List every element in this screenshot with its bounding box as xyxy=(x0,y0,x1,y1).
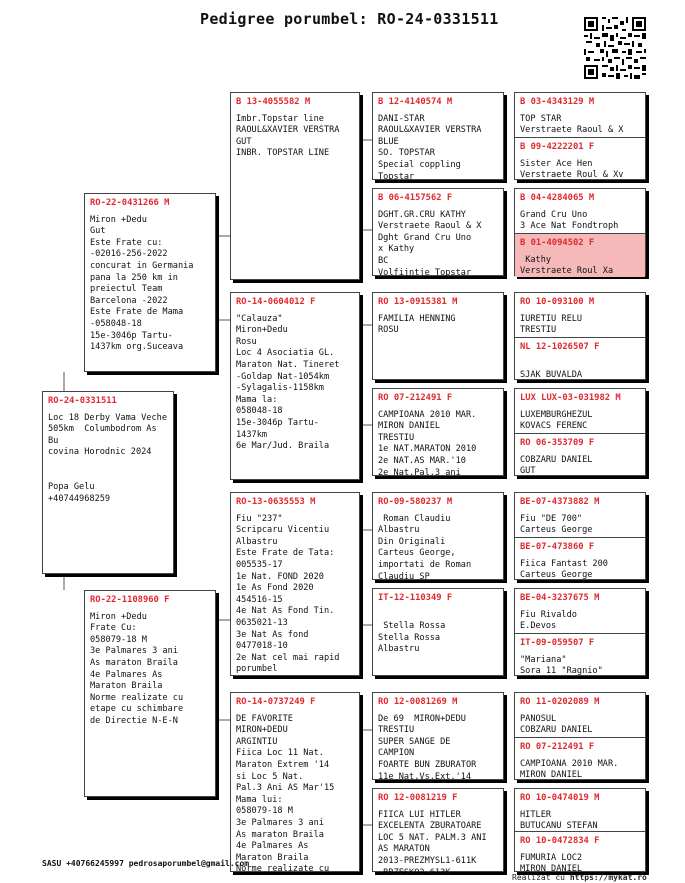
great-grandparent-details: Stella Rossa Stella Rossa Albastru xyxy=(378,621,446,655)
great-grandparent-card xyxy=(372,92,504,180)
grandparent-ring-id: RO-14-0604012 F xyxy=(236,297,316,307)
subject-card xyxy=(42,391,174,574)
grandparent-ring-id: B 13-4055582 M xyxy=(236,97,311,107)
gg-grandparent-slot-highlighted xyxy=(515,233,645,277)
footer-credit-link[interactable]: https://mykat.ro xyxy=(569,873,647,882)
gg-grandparent-details: SJAK BUVALDA xyxy=(520,370,583,381)
gg-grandparent-details: LUXEMBURGHEZUL KOVACS FERENC xyxy=(520,409,593,432)
gg-grandparent-slot xyxy=(515,831,645,873)
gg-grandparent-ring-id: LUX LUX-03-031982 M xyxy=(520,393,621,403)
gg-grandparent-details: "Mariana" Sora 11 "Ragnio" xyxy=(520,654,603,677)
gg-grandparent-details: HITLER BUTUCANU STEFAN xyxy=(520,809,598,832)
gg-grandparent-ring-id: RO 11-0202089 M xyxy=(520,697,600,707)
gg-grandparent-ring-id: RO 06-353709 F xyxy=(520,438,595,448)
sire-ring-id: RO-22-0431266 M xyxy=(90,198,170,208)
gg-grandparent-pair xyxy=(514,92,646,180)
gg-grandparent-slot xyxy=(515,337,645,381)
gg-grandparent-ring-id: RO 10-0474019 M xyxy=(520,793,600,803)
sire-card xyxy=(84,193,216,372)
grandparent-card xyxy=(230,92,360,280)
gg-grandparent-details: PANOSUL COBZARU DANIEL xyxy=(520,713,593,736)
gg-grandparent-details: Grand Cru Uno 3 Ace Nat Fondtroph xyxy=(520,209,619,232)
gg-grandparent-pair xyxy=(514,788,646,875)
footer-credit xyxy=(512,873,647,882)
gg-grandparent-slot xyxy=(515,137,645,181)
great-grandparent-card xyxy=(372,292,504,380)
sire-details: Miron +Dedu Gut Este Frate cu: -02016-256-2022 concurat in Germania pana la 250 km in preiectul Team Barcelona -2022 Este Frate de Mama -058048-18 15e-3046p Tartu- 1437km org.Suceava xyxy=(90,214,194,353)
gg-grandparent-slot xyxy=(515,737,645,781)
gg-grandparent-pair xyxy=(514,388,646,476)
great-grandparent-details: FIICA LUI HITLER EXCELENTA ZBURATOARE LOC 5 NAT. PALM.3 ANI AS MARATON 2013-PREZMYSL1-611K -BRZESKO2-613K xyxy=(378,809,487,878)
gg-grandparent-slot xyxy=(515,493,645,537)
gg-grandparent-pair xyxy=(514,588,646,676)
great-grandparent-ring-id: B 06-4157562 F xyxy=(378,193,453,203)
gg-grandparent-ring-id: BE-07-473860 F xyxy=(520,542,595,552)
great-grandparent-card xyxy=(372,492,504,580)
gg-grandparent-ring-id: RO 10-093100 M xyxy=(520,297,595,307)
gg-grandparent-details: Sister Ace Hen Verstraete Roul & Xv xyxy=(520,158,624,181)
great-grandparent-ring-id: B 12-4140574 M xyxy=(378,97,453,107)
great-grandparent-ring-id: RO 12-0081269 M xyxy=(378,697,458,707)
grandparent-details: "Calauza" Miron+Dedu Rosu Loc 4 Asociatia GL. Maraton Nat. Tineret -Goldap Nat-1054km -Sylagalis-1158km Mama la: 058048-18 15e-3046p Tartu- 1437km 6e Mar/Jud. Braila xyxy=(236,313,340,452)
great-grandparent-details: CAMPIOANA 2010 MAR. MIRON DANIEL TRESTIU 1e NAT.MARATON 2010 2e NAT.AS MAR.'10 2e Nat.Pal.3 ani xyxy=(378,409,477,478)
grandparent-ring-id: RO-13-0635553 M xyxy=(236,497,316,507)
gg-grandparent-ring-id: NL 12-1026507 F xyxy=(520,342,600,352)
page-title: Pedigree porumbel: RO-24-0331511 xyxy=(200,10,499,28)
gg-grandparent-details: Fiu Rivaldo E.Devos xyxy=(520,609,577,632)
gg-grandparent-slot xyxy=(515,93,645,137)
grandparent-card xyxy=(230,692,360,875)
great-grandparent-details: DANI-STAR RAOUL&XAVIER VERSTRA BLUE SO. TOPSTAR Special coppling Topstar xyxy=(378,113,482,182)
great-grandparent-card xyxy=(372,388,504,476)
great-grandparent-details: FAMILIA HENNING ROSU xyxy=(378,313,456,336)
gg-grandparent-details: Kathy Verstraete Roul Xa xyxy=(520,254,614,277)
grandparent-details: DE FAVORITE MIRON+DEDU ARGINTIU Fiica Loc 11 Nat. Maraton Extrem '14 si Loc 5 Nat. Pal.3 Ani AS Mar'15 Mama lui: 058079-18 M 3e Palmares 3 ani As maraton Braila 4e Palmares As Maraton Braila Norme realizate cu xyxy=(236,713,335,875)
great-grandparent-ring-id: RO 07-212491 F xyxy=(378,393,453,403)
great-grandparent-details: De 69 MIRON+DEDU TRESTIU SUPER SANGE DE CAMPION FOARTE BUN ZBURATOR 11e Nat.Vs.Ext.'14 xyxy=(378,713,477,782)
grandparent-card xyxy=(230,292,360,480)
gg-grandparent-ring-id: IT-09-059507 F xyxy=(520,638,595,648)
great-grandparent-details: Roman Claudiu Albastru Din Originali Carteus George, importati de Roman Claudiu SP xyxy=(378,513,472,582)
gg-grandparent-slot xyxy=(515,633,645,677)
gg-grandparent-ring-id: BE-07-4373882 M xyxy=(520,497,600,507)
gg-grandparent-details: IURETIU RELU TRESTIU xyxy=(520,313,583,336)
subject-ring-id: RO-24-0331511 xyxy=(48,396,117,406)
gg-grandparent-slot xyxy=(515,293,645,337)
gg-grandparent-ring-id: RO 07-212491 F xyxy=(520,742,595,752)
dam-details: Miron +Dedu Frate Cu: 058079-18 M 3e Palmares 3 ani As maraton Braila 4e Palmares As Maraton Braila Norme realizate cu etape cu schimbare de Directie N-E-N xyxy=(90,611,184,726)
gg-grandparent-details: Fiica Fantast 200 Carteus George xyxy=(520,558,608,581)
gg-grandparent-ring-id: BE-04-3237675 M xyxy=(520,593,600,603)
gg-grandparent-details: CAMPIOANA 2010 MAR. MIRON DANIEL xyxy=(520,758,619,781)
great-grandparent-ring-id: RO-09-580237 M xyxy=(378,497,453,507)
gg-grandparent-pair xyxy=(514,188,646,276)
gg-grandparent-details: Fiu "DE 700" Carteus George xyxy=(520,513,593,536)
gg-grandparent-pair xyxy=(514,692,646,780)
gg-grandparent-details: COBZARU DANIEL GUT xyxy=(520,454,593,477)
grandparent-details: Fiu "237" Scripcaru Vicentiu Albastru Este Frate de Tata: 005535-17 1e Nat. FOND 2020 1e As Fond 2020 454516-15 4e Nat As Fond Tin. 0635021-13 3e Nat As fond 0477018-10 2e Nat cel mai rapid porumbel xyxy=(236,513,340,675)
gg-grandparent-details: TOP STAR Verstraete Raoul & X xyxy=(520,113,624,136)
great-grandparent-card xyxy=(372,788,504,878)
gg-grandparent-slot xyxy=(515,537,645,581)
great-grandparent-ring-id: RO 12-0081219 F xyxy=(378,793,458,803)
great-grandparent-card xyxy=(372,188,504,276)
gg-grandparent-pair xyxy=(514,492,646,580)
grandparent-details: Imbr.Topstar line RAOUL&XAVIER VERSTRA GUT INBR. TOPSTAR LINE xyxy=(236,113,340,159)
great-grandparent-details: DGHT.GR.CRU KATHY Verstraete Raoul & X Dght Grand Cru Uno x Kathy BC Volfijntje Topstar xyxy=(378,209,482,278)
gg-grandparent-slot xyxy=(515,389,645,433)
great-grandparent-ring-id: IT-12-110349 F xyxy=(378,593,453,603)
grandparent-ring-id: RO-14-0737249 F xyxy=(236,697,316,707)
gg-grandparent-pair xyxy=(514,292,646,380)
grandparent-card xyxy=(230,492,360,676)
gg-grandparent-slot xyxy=(515,189,645,233)
great-grandparent-card xyxy=(372,588,504,676)
gg-grandparent-ring-id: RO 10-0472834 F xyxy=(520,836,600,846)
gg-grandparent-slot xyxy=(515,589,645,633)
great-grandparent-ring-id: RO 13-0915381 M xyxy=(378,297,458,307)
gg-grandparent-ring-id: B 09-4222201 F xyxy=(520,142,595,152)
gg-grandparent-slot xyxy=(515,693,645,737)
dam-ring-id: RO-22-1108960 F xyxy=(90,595,170,605)
dam-card xyxy=(84,590,216,797)
great-grandparent-card xyxy=(372,692,504,780)
gg-grandparent-ring-id: B 01-4094502 F xyxy=(520,238,595,248)
gg-grandparent-slot xyxy=(515,433,645,477)
gg-grandparent-ring-id: B 04-4284065 M xyxy=(520,193,595,203)
footer-credit-prefix: Realizat cu xyxy=(512,873,565,882)
subject-details: Loc 18 Derby Vama Veche 505km Columbodrom As Bu covina Horodnic 2024 Popa Gelu +40744968259 xyxy=(48,412,167,504)
gg-grandparent-ring-id: B 03-4343129 M xyxy=(520,97,595,107)
breeder-contact: SASU +40766245997 pedrosaporumbel@gmail.com xyxy=(42,859,250,868)
gg-grandparent-details: FUMURIA LOC2 MIRON DANIEL xyxy=(520,852,583,875)
gg-grandparent-slot xyxy=(515,789,645,831)
